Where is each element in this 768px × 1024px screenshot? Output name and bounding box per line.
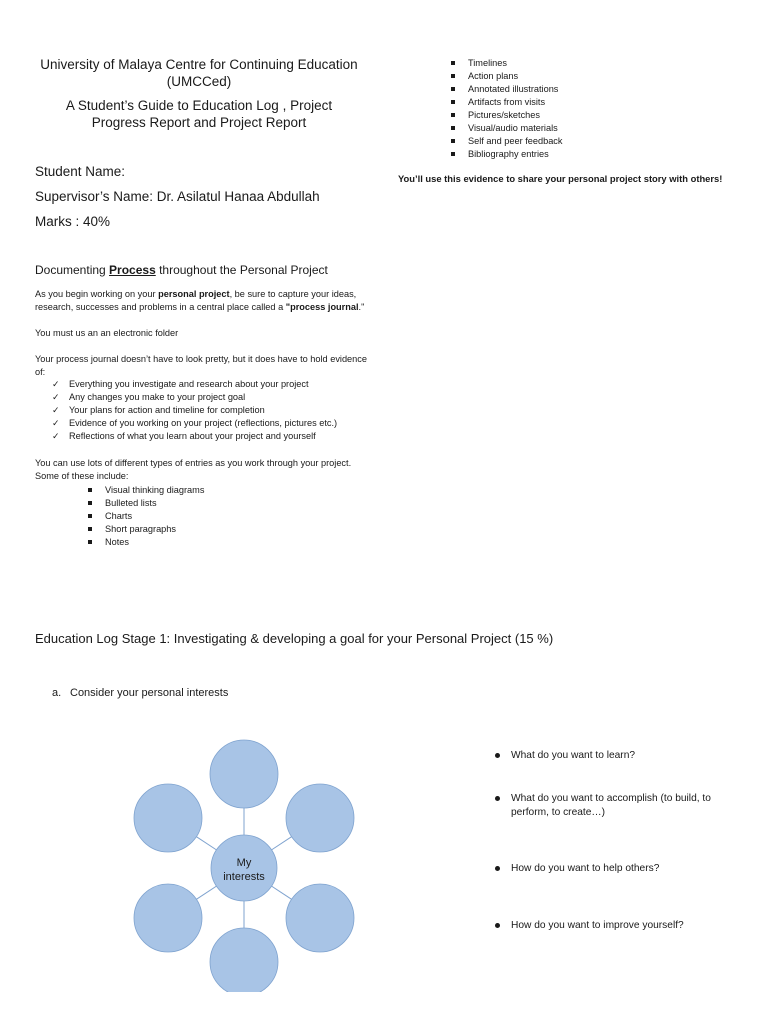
guide-title: A Student’s Guide to Education Log , Project Progress Report and Project Report — [65, 98, 333, 130]
list-item: Visual thinking diagrams — [88, 484, 204, 497]
bullet-icon — [495, 796, 500, 801]
evidence-checklist — [52, 378, 337, 443]
square-bullet-icon — [88, 527, 92, 531]
entry-types-list-continued — [451, 57, 563, 161]
consider-item — [52, 687, 228, 699]
stage1-heading: Education Log Stage 1: Investigating & developing a goal for your Personal Project (15 %) — [35, 631, 554, 646]
question-item: How do you want to help others? — [494, 862, 731, 876]
entries-paragraph: You can use lots of different types of entries as you work through your project. Some of these include: — [35, 458, 352, 481]
list-item: Bibliography entries — [451, 148, 563, 161]
question-item: What do you want to learn? — [494, 749, 731, 763]
supervisor-name: Supervisor’s Name: Dr. Asilatul Hanaa Abdullah — [35, 189, 320, 204]
checklist-item: ✓ Everything you investigate and research about your project — [52, 379, 309, 389]
interest-circle — [210, 928, 278, 992]
checkmark-icon: ✓ — [52, 379, 60, 389]
entry-types-list — [88, 484, 204, 549]
list-item: Notes — [88, 536, 204, 549]
item-text: Consider your personal interests — [70, 687, 229, 699]
documenting-heading: Documenting Process throughout the Personal Project — [35, 263, 328, 277]
square-bullet-icon — [88, 514, 92, 518]
square-bullet-icon — [451, 139, 455, 143]
checkmark-icon: ✓ — [52, 431, 60, 441]
center-label-line1: My — [236, 857, 252, 869]
bullet-icon — [495, 866, 500, 871]
question-item: What do you want to accomplish (to build, to perform, to create…) — [494, 792, 731, 820]
checklist-item: ✓ Any changes you make to your project goal — [52, 392, 246, 402]
process-emphasis: Process — [109, 263, 156, 277]
square-bullet-icon — [88, 501, 92, 505]
square-bullet-icon — [88, 488, 92, 492]
evidence-note: You’ll use this evidence to share your personal project story with others! — [398, 173, 723, 184]
interest-circle — [286, 884, 354, 952]
square-bullet-icon — [88, 540, 92, 544]
list-item: Action plans — [451, 70, 563, 83]
interest-circle — [134, 884, 202, 952]
square-bullet-icon — [451, 113, 455, 117]
checklist-item: ✓ Evidence of you working on your project (reflections, pictures etc.) — [52, 418, 338, 428]
intro-paragraph: As you begin working on your personal project, be sure to capture your ideas, research, successes and problems in a central place called a "process journal." — [35, 289, 365, 312]
list-item: Bulleted lists — [88, 497, 204, 510]
checkmark-icon: ✓ — [52, 418, 60, 428]
student-name-label: Student Name: — [35, 164, 126, 179]
list-item: Self and peer feedback — [451, 135, 563, 148]
connector-line — [196, 837, 216, 850]
connector-line — [272, 886, 292, 899]
list-item: Timelines — [451, 57, 563, 70]
folder-note: You must us an an electronic folder — [35, 328, 179, 338]
connector-line — [272, 837, 292, 850]
interest-circle — [134, 784, 202, 852]
bullet-icon — [495, 923, 500, 928]
square-bullet-icon — [451, 152, 455, 156]
list-item: Annotated illustrations — [451, 83, 563, 96]
list-item: Visual/audio materials — [451, 122, 563, 135]
item-letter: a. — [52, 687, 62, 699]
list-item: Short paragraphs — [88, 523, 204, 536]
checklist-item: ✓ Your plans for action and timeline for completion — [52, 405, 265, 415]
list-item: Artifacts from visits — [451, 96, 563, 109]
checkmark-icon: ✓ — [52, 405, 60, 415]
interests-diagram — [120, 730, 360, 992]
connector-line — [196, 886, 216, 899]
evidence-paragraph: Your process journal doesn’t have to look pretty, but it does have to hold evidence of: — [35, 354, 367, 377]
institution-title: University of Malaya Centre for Continuing Education (UMCCed) — [40, 57, 358, 89]
square-bullet-icon — [451, 126, 455, 130]
checkmark-icon: ✓ — [52, 392, 60, 402]
interest-circle — [286, 784, 354, 852]
list-item: Charts — [88, 510, 204, 523]
marks-label: Marks : 40% — [35, 214, 111, 229]
square-bullet-icon — [451, 87, 455, 91]
interest-circle — [210, 740, 278, 808]
square-bullet-icon — [451, 100, 455, 104]
square-bullet-icon — [451, 74, 455, 78]
list-item: Pictures/sketches — [451, 109, 563, 122]
center-label-line2: interests — [223, 871, 265, 883]
square-bullet-icon — [451, 61, 455, 65]
question-item: How do you want to improve yourself? — [494, 919, 731, 933]
bullet-icon — [495, 753, 500, 758]
center-node — [211, 835, 277, 901]
checklist-item: ✓ Reflections of what you learn about your project and yourself — [52, 431, 316, 441]
